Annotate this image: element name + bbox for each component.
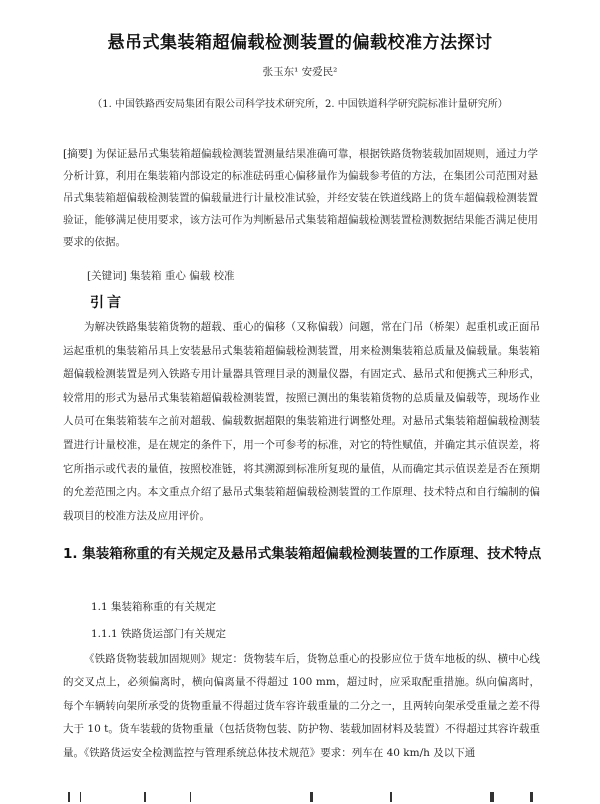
scan-edge-artifact xyxy=(60,790,540,804)
section-1-paragraph: 《铁路货物装载加固规则》规定：货物装车后，货物总重心的投影应位于货车地板的纵、横中心线的交叉点上，必须偏离时，横向偏离量不得超过 100 mm，超过时，应采取配重措施。纵向偏离时，每个车辆转向架所承受的货物重量不得超过货车容许载重量的二分之一，且两转向架承受重量之差不得大于 10 t。货车装载的货物重量（包括货物包装、防护物、装载加固材料及装置）不得超过其容许载重量。《铁路货运安全检测监控与管理系统总体技术规范》要求：列车在 40 km/h 及以下通 xyxy=(63,653,540,759)
affiliation-line: （1. 中国铁路西安局集团有限公司科学技术研究所，2. 中国铁道科学研究院标准计量研究所） xyxy=(92,99,508,110)
keywords-label: [关键词] xyxy=(87,270,127,282)
intro-heading: 引言 xyxy=(90,295,124,311)
subsection-1-1-heading: 1.1 集装箱称重的有关规定 xyxy=(91,601,217,613)
subsection-1-1-1-heading: 1.1.1 铁路货运部门有关规定 xyxy=(91,628,227,640)
keywords-text: 集装箱 重心 偏载 校准 xyxy=(130,270,235,282)
abstract-text: 为保证悬吊式集装箱超偏载检测装置测量结果准确可靠，根据铁路货物装载加固规则，通过力学分析计算，利用在集装箱内部设定的标准砝码重心偏移量作为偏载参考值的方法，在集团公司范围对悬吊式集装箱超偏载检测装置的偏载量进行计量校准试验，并经安装在铁道线路上的货车超偏载检测装置验证，能够满足使用要求，该方法可作为判断悬吊式集装箱超偏载检测装置检测数据结果能否满足使用要求的依据。 xyxy=(63,148,538,248)
abstract-block xyxy=(63,143,538,253)
keywords-line xyxy=(87,268,537,283)
section-1-heading: 1. 集装箱称重的有关规定及悬吊式集装箱超偏载检测装置的工作原理、技术特点 xyxy=(63,546,542,562)
author-line: 张玉东¹ 安爱民² xyxy=(262,66,338,78)
paper-title: 悬吊式集装箱超偏载检测装置的偏载校准方法探讨 xyxy=(107,33,493,53)
intro-paragraph: 为解决铁路集装箱货物的超载、重心的偏移（又称偏载）问题，常在门吊（桥架）起重机或正面吊运起重机的集装箱吊具上安装悬吊式集装箱超偏载检测装置，用来检测集装箱总质量及偏载量。集装箱超偏载检测装置是列入铁路专用计量器具管理目录的测量仪器，有固定式、悬吊式和便携式三种形式，较常用的形式为悬吊式集装箱超偏载检测装置，按照已测出的集装箱货物的总质量及偏载等，现场作业人员可在集装箱装车之前对超载、偏载数据超限的集装箱进行调整处理。对悬吊式集装箱超偏载检测装置进行计量校准，是在规定的条件下，用一个可参考的标准，对它的特性赋值，并确定其示值误差，将它所指示或代表的量值，按照校准链，将其溯源到标准所复现的量值，从而确定其示值误差是否在预期的允差范围之内。本文重点介绍了悬吊式集装箱超偏载检测装置的工作原理、技术特点和自行编制的偏载项目的校准方法及应用评价。 xyxy=(63,321,540,522)
abstract-label: [摘要] xyxy=(63,148,93,160)
